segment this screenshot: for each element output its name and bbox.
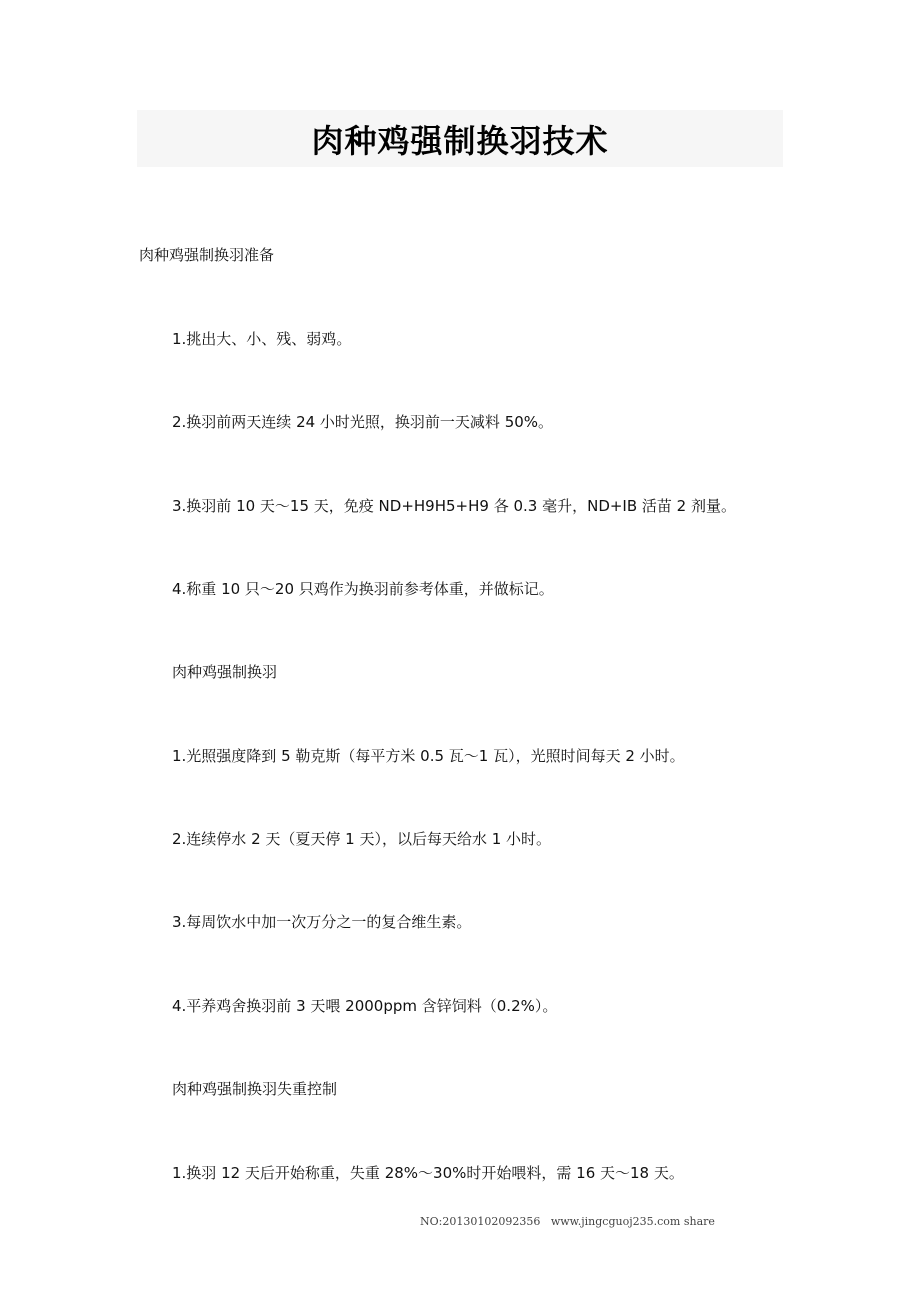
- list-item: 1.挑出大、小、残、弱鸡。: [172, 330, 352, 348]
- list-item: 1.光照强度降到 5 勒克斯（每平方米 0.5 瓦～1 瓦），光照时间每天 2 小时。: [172, 747, 685, 765]
- list-item: 2.连续停水 2 天（夏天停 1 天），以后每天给水 1 小时。: [172, 830, 552, 848]
- section-heading-preparation: 肉种鸡强制换羽准备: [139, 246, 275, 264]
- title-banner: [137, 110, 783, 167]
- list-item: 4.平养鸡舍换羽前 3 天喂 2000ppm 含锌饲料（0.2%）。: [172, 997, 558, 1015]
- section-heading-molting: 肉种鸡强制换羽: [172, 663, 278, 681]
- list-item: 4.称重 10 只～20 只鸡作为换羽前参考体重，并做标记。: [172, 580, 554, 598]
- document-title: 肉种鸡强制换羽技术: [311, 121, 609, 160]
- list-item: 3.换羽前 10 天～15 天，免疫 ND+H9H5+H9 各 0.3 毫升，ND+IB 活苗 2 剂量。: [172, 497, 736, 515]
- list-item: 3.每周饮水中加一次万分之一的复合维生素。: [172, 913, 472, 931]
- list-item: 2.换羽前两天连续 24 小时光照，换羽前一天减料 50%。: [172, 413, 554, 431]
- page-footer: NO:20130102092356 www.jingcguoj235.com share: [420, 1215, 715, 1228]
- list-item: 1.换羽 12 天后开始称重，失重 28%～30%时开始喂料，需 16 天～18 天。: [172, 1164, 684, 1182]
- section-heading-weight-loss: 肉种鸡强制换羽失重控制: [172, 1080, 338, 1098]
